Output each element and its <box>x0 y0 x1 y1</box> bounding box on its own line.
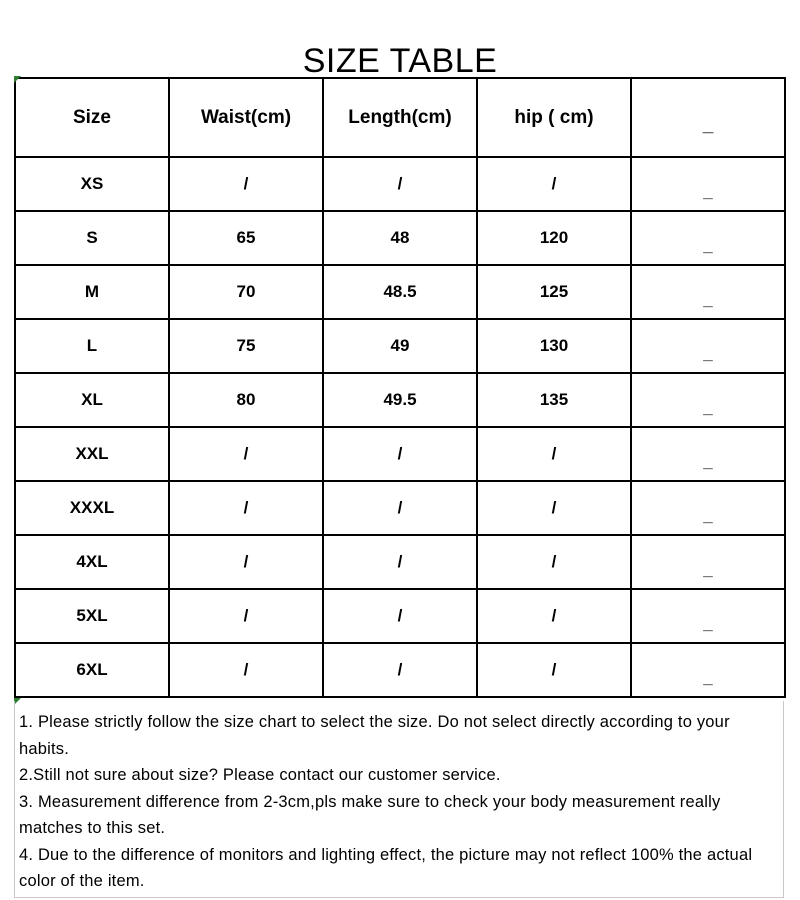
note-item: 4. Due to the difference of monitors and lighting effect, the picture may not reflect 100% the actual color of the item. <box>19 845 753 890</box>
header-length: Length(cm) <box>323 78 477 157</box>
cell-length: / <box>323 157 477 211</box>
cell-extra <box>631 481 785 535</box>
cell-size: L <box>15 319 169 373</box>
notes-section <box>14 701 784 898</box>
table-row <box>15 535 785 589</box>
cell-length: 49.5 <box>323 373 477 427</box>
note-item: 3. Measurement difference from 2-3cm,pls make sure to check your body measurement really matches to this set. <box>19 792 721 837</box>
cell-length: / <box>323 643 477 697</box>
cell-extra-text: _ <box>703 398 713 417</box>
table-row <box>15 481 785 535</box>
cell-extra <box>631 589 785 643</box>
cell-waist: 80 <box>169 373 323 427</box>
header-hip: hip ( cm) <box>477 78 631 157</box>
size-table <box>14 77 786 698</box>
cell-length: / <box>323 427 477 481</box>
cell-extra-text: _ <box>703 668 713 687</box>
cell-size: S <box>15 211 169 265</box>
cell-waist: / <box>169 643 323 697</box>
cell-waist: / <box>169 157 323 211</box>
cell-size: XL <box>15 373 169 427</box>
cell-length: / <box>323 589 477 643</box>
cell-size: 5XL <box>15 589 169 643</box>
cell-extra <box>631 643 785 697</box>
cell-extra-text: _ <box>703 506 713 525</box>
cell-hip: 135 <box>477 373 631 427</box>
cell-extra <box>631 373 785 427</box>
table-row <box>15 211 785 265</box>
cell-hip: / <box>477 481 631 535</box>
table-row <box>15 643 785 697</box>
cell-waist: 70 <box>169 265 323 319</box>
cell-extra <box>631 265 785 319</box>
cell-extra-text: _ <box>703 182 713 201</box>
table-row <box>15 265 785 319</box>
cell-hip: / <box>477 535 631 589</box>
cell-extra <box>631 157 785 211</box>
table-row <box>15 589 785 643</box>
table-row <box>15 319 785 373</box>
table-row <box>15 373 785 427</box>
cell-waist: 65 <box>169 211 323 265</box>
cell-waist: / <box>169 589 323 643</box>
cell-waist: / <box>169 535 323 589</box>
cell-extra-text: _ <box>703 236 713 255</box>
cell-extra <box>631 211 785 265</box>
cell-extra <box>631 319 785 373</box>
cell-extra <box>631 427 785 481</box>
cell-hip: / <box>477 643 631 697</box>
cell-waist: / <box>169 481 323 535</box>
cell-hip: / <box>477 589 631 643</box>
cell-length: 48.5 <box>323 265 477 319</box>
cell-waist: / <box>169 427 323 481</box>
cell-size: XS <box>15 157 169 211</box>
cell-hip: 120 <box>477 211 631 265</box>
cell-size: M <box>15 265 169 319</box>
header-size: Size <box>15 78 169 157</box>
cell-hip: / <box>477 157 631 211</box>
note-item: 1. Please strictly follow the size chart to select the size. Do not select directly according to your habits. <box>19 713 730 758</box>
cell-hip: 130 <box>477 319 631 373</box>
cell-hip: 125 <box>477 265 631 319</box>
header-extra-text: _ <box>702 114 714 136</box>
header-extra <box>631 78 785 157</box>
cell-size: 6XL <box>15 643 169 697</box>
cell-extra-text: _ <box>703 614 713 633</box>
cell-waist: 75 <box>169 319 323 373</box>
cell-length: / <box>323 535 477 589</box>
cell-size: XXL <box>15 427 169 481</box>
cell-size: XXXL <box>15 481 169 535</box>
header-row <box>15 78 785 157</box>
table-row <box>15 157 785 211</box>
page-title: SIZE TABLE <box>302 41 498 80</box>
cell-length: 48 <box>323 211 477 265</box>
cell-hip: / <box>477 427 631 481</box>
cell-size: 4XL <box>15 535 169 589</box>
cell-extra-text: _ <box>703 290 713 309</box>
cell-extra-text: _ <box>703 344 713 363</box>
cell-length: / <box>323 481 477 535</box>
cell-length: 49 <box>323 319 477 373</box>
cell-extra-text: _ <box>703 452 713 471</box>
cell-extra <box>631 535 785 589</box>
table-row <box>15 427 785 481</box>
cell-extra-text: _ <box>703 560 713 579</box>
note-item: 2.Still not sure about size? Please contact our customer service. <box>19 766 501 784</box>
table-corner-mark <box>14 76 21 83</box>
header-waist: Waist(cm) <box>169 78 323 157</box>
